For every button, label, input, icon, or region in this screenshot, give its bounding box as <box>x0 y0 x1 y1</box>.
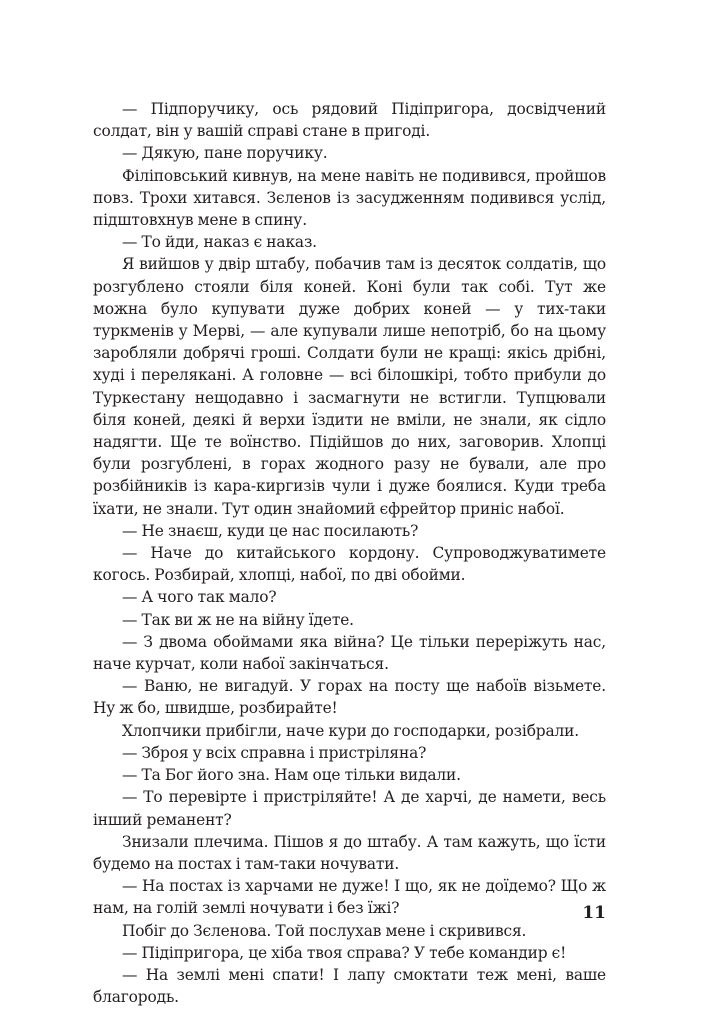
paragraph: — Ваню, не вигадуй. У горах на посту ще набоїв візьмете. Ну ж бо, швидше, розбирайте! <box>93 677 606 718</box>
paragraph: — Дякую, пане поручику. <box>122 144 328 163</box>
paragraph: Філіповський кивнув, на мене навіть не подивився, пройшов повз. Трохи хитався. Зєленов із засудженням подивився услід, підштовхнув мене в спину. <box>93 166 606 230</box>
paragraph: — Не знаєш, куди це нас посилають? <box>122 521 419 540</box>
paragraph: — А чого так мало? <box>122 588 277 607</box>
paragraph: — Підпоручику, ось рядовий Підіпригора, досвідчений солдат, він у вашій справі стане в пригоді. <box>93 100 606 141</box>
paragraph: — То йди, наказ є наказ. <box>122 233 317 252</box>
page-number: 11 <box>582 903 606 923</box>
paragraph: — Підіпригора, це хіба твоя справа? У тебе командир є! <box>122 943 567 962</box>
paragraph: — Так ви ж не на війну їдете. <box>122 610 354 629</box>
paragraph: — Наче до китайського кордону. Супроводжуватимете когось. Розбирай, хлопці, набої, по дві обойми. <box>93 544 606 585</box>
paragraph: — Зброя у всіх справна і пристріляна? <box>122 743 427 762</box>
book-page-text <box>93 98 606 1008</box>
paragraph: — Та Бог його зна. Нам оце тільки видали. <box>122 766 461 785</box>
paragraph: — На землі мені спати! І лапу смоктати теж мені, ваше благородь. <box>93 965 606 1007</box>
paragraph: Хлопчики прибігли, наче кури до господарки, розібрали. <box>122 721 580 740</box>
paragraph: Я вийшов у двір штабу, побачив там із десяток солдатів, що розгублено стояли біля коней. Коні були так собі. Тут же можна було купувати дуже добрих коней — у тих-таки туркменів у Мерві, — але купували лише непотріб, бо на цьому заробляли добрячі гроші. Солдати були не кращі: якісь дрібні, худі і переляканi. А головне — всі білошкірі, тобто прибули до Туркестану нещодавно і засмагнути не встигли. Тупцювали біля коней, деякі й верхи їздити не вміли, не знали, як сідло надягти. Ще те воїнство. Підійшов до них, заговорив. Хлопці були розгублені, в горах жодного разу не бували, але про розбійників із кара-киргизів чули і дуже боялися. Куди треба їхати, не знали. Тут один знайомий єфрейтор приніс набої. <box>93 255 606 518</box>
paragraph: — То перевірте і пристріляйте! А де харчі, де намети, весь інший реманент? <box>93 788 606 829</box>
paragraph: — З двома обоймами яка війна? Це тільки переріжуть нас, наче курчат, коли набої закінчаться. <box>93 632 606 674</box>
paragraph: Знизали плечима. Пішов я до штабу. А там кажуть, що їсти будемо на постах і там-таки ночувати. <box>93 832 606 873</box>
paragraph: — На постах із харчами не дуже! І що, як не доїдемо? Що ж нам, на голій землі ночувати і без їжі? <box>93 877 606 918</box>
paragraph: Побіг до Зєленова. Той послухав мене і скривився. <box>122 921 527 940</box>
